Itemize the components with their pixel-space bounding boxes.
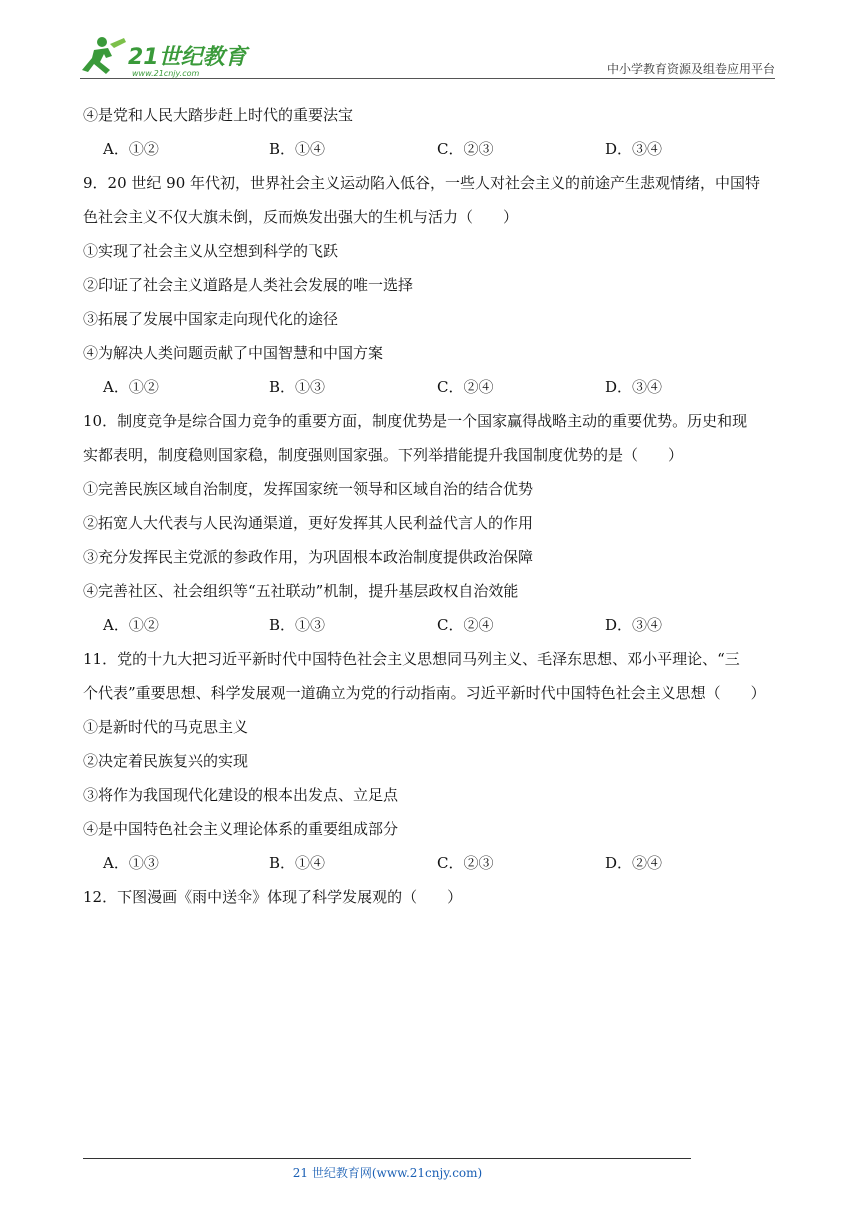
question-text-line (83, 205, 783, 239)
line-text: ②印证了社会主义道路是人类社会发展的唯一选择 (83, 276, 414, 294)
statement-option (83, 715, 783, 749)
line-text: 实都表明，制度稳则国家稳，制度强则国家强。下列举措能提升我国制度优势的是（ ） (83, 446, 684, 464)
question-text-line (83, 443, 783, 477)
question-text-line (83, 103, 783, 137)
question-text-line (83, 681, 783, 715)
statement-option (83, 545, 783, 579)
answer-choice: C．②④ (437, 616, 494, 634)
question-text-line (83, 647, 783, 681)
line-text: ②决定着民族复兴的实现 (83, 752, 249, 770)
answer-choices-row (83, 375, 783, 409)
answer-choice: A．①② (103, 140, 159, 158)
answer-choice: D．③④ (605, 140, 663, 158)
line-text: ②拓宽人大代表与人民沟通渠道，更好发挥其人民利益代言人的作用 (83, 514, 534, 532)
line-text: 色社会主义不仅大旗未倒，反而焕发出强大的生机与活力（ ） (83, 208, 519, 226)
statement-option (83, 273, 783, 307)
footer-text: 21 世纪教育网(www.21cnjy.com) (292, 1166, 483, 1180)
answer-choice: A．①③ (103, 854, 159, 872)
question-content (83, 103, 783, 919)
answer-choice: C．②③ (437, 854, 494, 872)
statement-option (83, 239, 783, 273)
statement-option (83, 477, 783, 511)
answer-choices-row (83, 851, 783, 885)
footer-divider (83, 1158, 691, 1159)
answer-choice: D．②④ (605, 854, 663, 872)
statement-option (83, 783, 783, 817)
line-text: ④完善社区、社会组织等“五社联动”机制，提升基层政权自治效能 (83, 582, 519, 600)
page-header (80, 30, 775, 80)
question-text-line (83, 171, 783, 205)
line-text: ③拓展了发展中国家走向现代化的途径 (83, 310, 339, 328)
statement-option (83, 511, 783, 545)
line-text: 12．下图漫画《雨中送伞》体现了科学发展观的（ ） (83, 888, 463, 906)
statement-option (83, 341, 783, 375)
runner-icon (82, 37, 126, 74)
line-text: ③充分发挥民主党派的参政作用，为巩固根本政治制度提供政治保障 (83, 548, 534, 566)
platform-name: 中小学教育资源及组卷应用平台 (606, 62, 775, 76)
answer-choice: B．①④ (269, 140, 326, 158)
answer-choices-row (83, 137, 783, 171)
answer-choice: B．①④ (269, 854, 326, 872)
question-text-line (83, 409, 783, 443)
line-text: ③将作为我国现代化建设的根本出发点、立足点 (83, 786, 399, 804)
answer-choice: A．①② (103, 378, 159, 396)
line-text: ④为解决人类问题贡献了中国智慧和中国方案 (83, 344, 384, 362)
question-text-line (83, 885, 783, 919)
logo-text: 21世纪教育 (128, 45, 247, 70)
line-text: 9．20 世纪 90 年代初，世界社会主义运动陷入低谷，一些人对社会主义的前途产生悲观情绪，中国特 (83, 174, 761, 192)
answer-choice: C．②④ (437, 378, 494, 396)
line-text: ①实现了社会主义从空想到科学的飞跃 (83, 242, 339, 260)
line-text: 11．党的十九大把习近平新时代中国特色社会主义思想同马列主义、毛泽东思想、邓小平理论、“三 (83, 650, 740, 668)
line-text: ①是新时代的马克思主义 (83, 718, 249, 736)
answer-choice: A．①② (103, 616, 159, 634)
statement-option (83, 579, 783, 613)
statement-option (83, 749, 783, 783)
line-text: 10．制度竞争是综合国力竞争的重要方面，制度优势是一个国家赢得战略主动的重要优势。历史和现 (83, 412, 748, 430)
line-text: ④是党和人民大踏步赶上时代的重要法宝 (83, 106, 354, 124)
line-text: ④是中国特色社会主义理论体系的重要组成部分 (83, 820, 399, 838)
answer-choice: B．①③ (269, 378, 326, 396)
line-text: 个代表”重要思想、科学发展观一道确立为党的行动指南。习近平新时代中国特色社会主义思想（ ） (83, 684, 766, 702)
header-divider (80, 78, 775, 79)
line-text: ①完善民族区域自治制度，发挥国家统一领导和区域自治的结合优势 (83, 480, 534, 498)
answer-choice: D．③④ (605, 616, 663, 634)
answer-choices-row (83, 613, 783, 647)
statement-option (83, 307, 783, 341)
answer-choice: C．②③ (437, 140, 494, 158)
logo-url: www.21cnjy.com (132, 69, 200, 78)
site-logo (80, 34, 260, 80)
answer-choice: B．①③ (269, 616, 326, 634)
statement-option (83, 817, 783, 851)
answer-choice: D．③④ (605, 378, 663, 396)
